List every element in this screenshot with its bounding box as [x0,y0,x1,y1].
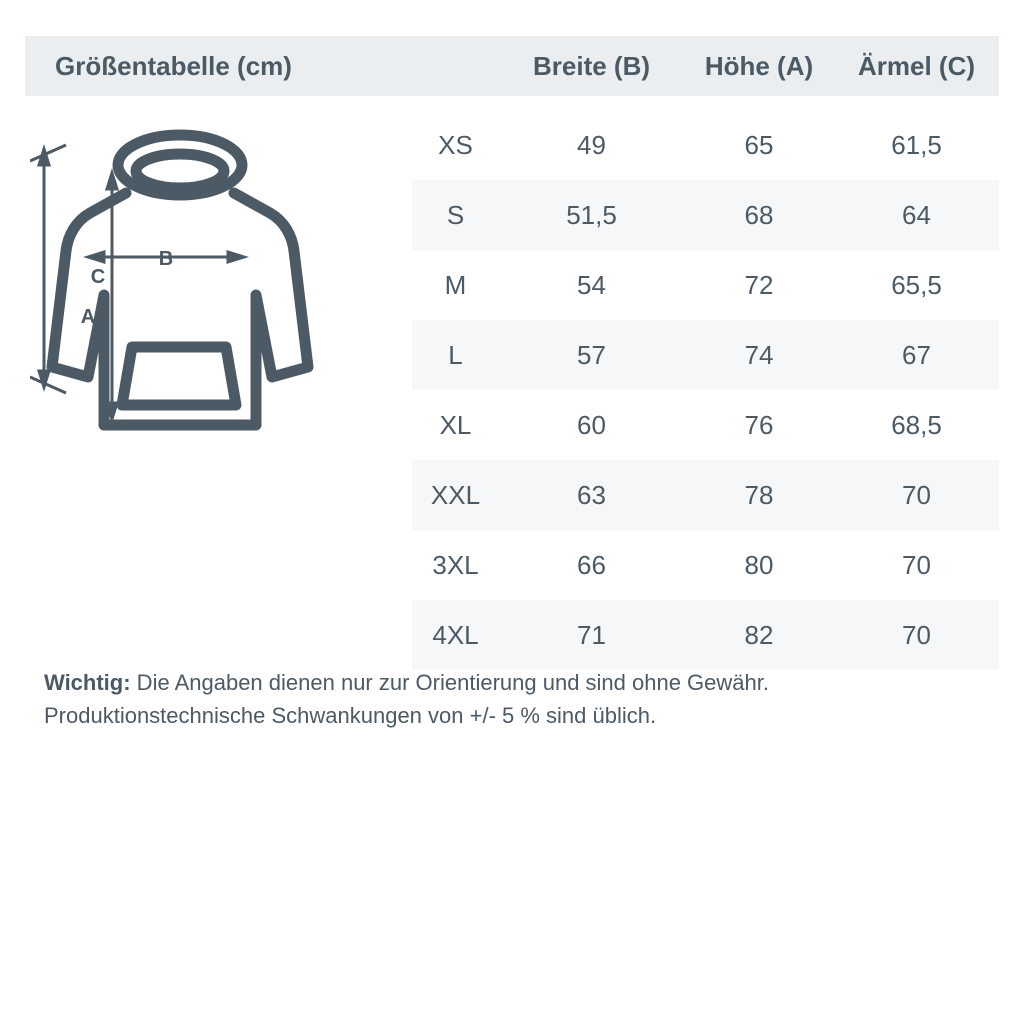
disclaimer-note [44,666,1004,732]
label-c: C [90,266,106,288]
disclaimer-line2: Produktionstechnische Schwankungen von +/- 5 % sind üblich. [44,703,657,728]
cell-size: 4XL [432,619,479,650]
cell-hoehe: 65 [744,129,774,160]
cell-size: XXL [430,479,481,510]
hoodie-diagram [30,115,410,455]
cell-hoehe: 72 [744,269,774,300]
cell-breite: 49 [577,129,606,160]
cell-size: XL [439,409,472,440]
cell-size: L [448,339,463,370]
cell-hoehe: 68 [744,199,774,230]
table-row [412,250,999,320]
cell-breite: 66 [577,549,606,580]
disclaimer-label: Wichtig: [44,670,131,695]
column-headers [499,51,999,82]
cell-aermel: 67 [902,339,931,370]
cell-size: XS [438,129,473,160]
table-row [412,600,999,670]
hoodie-illustration-svg [30,115,410,455]
cell-aermel: 68,5 [891,409,942,440]
table-row [412,390,999,460]
cell-breite: 60 [577,409,606,440]
cell-aermel: 70 [902,619,931,650]
table-row [412,110,999,180]
cell-size: S [446,199,465,230]
disclaimer-line1: Die Angaben dienen nur zur Orientierung und sind ohne Gewähr. [130,670,769,695]
column-header-hoehe: Höhe (A) [704,50,814,81]
cell-aermel: 70 [902,549,931,580]
cell-breite: 71 [577,619,606,650]
cell-breite: 54 [577,269,606,300]
column-header-breite: Breite (B) [532,50,650,81]
cell-hoehe: 74 [744,339,774,370]
cell-hoehe: 76 [744,409,774,440]
cell-hoehe: 80 [744,549,774,580]
cell-hoehe: 78 [744,479,774,510]
cell-aermel: 64 [902,199,931,230]
cell-aermel: 65,5 [891,269,942,300]
table-row [412,320,999,390]
table-header [25,36,999,96]
cell-breite: 51,5 [566,199,617,230]
table-row [412,460,999,530]
label-a: A [80,306,96,328]
size-table [412,110,999,670]
page-title: Größentabelle (cm) [55,50,292,81]
table-row [412,180,999,250]
cell-size: 3XL [432,549,479,580]
column-header-aermel: Ärmel (C) [857,50,975,81]
cell-breite: 57 [577,339,606,370]
cell-size: M [444,269,467,300]
cell-breite: 63 [577,479,606,510]
label-b: B [158,248,174,270]
cell-aermel: 70 [902,479,931,510]
table-row [412,530,999,600]
cell-hoehe: 82 [744,619,774,650]
cell-aermel: 61,5 [891,129,942,160]
